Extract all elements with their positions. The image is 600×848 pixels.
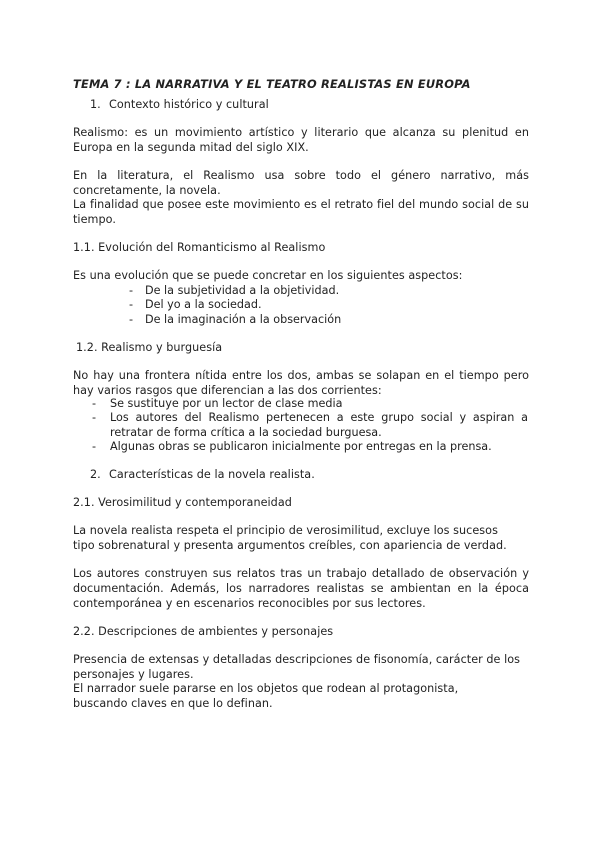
list-item: Los autores del Realismo pertenecen a este grupo social y aspiran a retratar de forma crítica a la sociedad burguesa.	[110, 411, 528, 439]
list-item: Se sustituye por un lector de clase media	[110, 397, 343, 410]
list-item: Algunas obras se publicaron inicialmente por entregas en la prensa.	[110, 440, 492, 453]
bullet-dash: -	[92, 440, 97, 453]
section-1-title: Contexto histórico y cultural	[109, 98, 269, 111]
paragraph-autores-construyen: Los autores construyen sus relatos tras un trabajo detallado de observación y documentación. Además, los narradores realistas se ambientan en la época contemporánea y en escenarios reconocibles por sus lectores.	[73, 567, 529, 610]
list-item: Del yo a la sociedad.	[145, 298, 262, 311]
paragraph-descripciones: Presencia de extensas y detalladas descripciones de fisonomía, carácter de los personajes y lugares.	[73, 653, 521, 681]
section-2-title: Características de la novela realista.	[109, 468, 315, 481]
section-1-number: 1.	[90, 98, 101, 111]
paragraph-verosimilitud: La novela realista respeta el principio de verosimilitud, excluye los sucesos tipo sobrenatural y presenta argumentos creíbles, con apariencia de verdad.	[73, 524, 507, 552]
list-item: De la imaginación a la observación	[145, 313, 342, 326]
subsection-2-2-heading: 2.2. Descripciones de ambientes y personajes	[73, 625, 334, 638]
subsection-1-2-intro: No hay una frontera nítida entre los dos, ambas se solapan en el tiempo pero hay varios rasgos que diferencian a las dos corrientes:	[73, 369, 529, 397]
paragraph-literatura: En la literatura, el Realismo usa sobre todo el género narrativo, más concretamente, la novela.	[73, 169, 529, 197]
paragraph-realismo-definition: Realismo: es un movimiento artístico y literario que alcanza su plenitud en Europa en la segunda mitad del siglo XIX.	[73, 126, 529, 154]
bullet-dash: -	[92, 397, 97, 410]
subsection-1-2-heading: 1.2. Realismo y burguesía	[76, 341, 223, 354]
section-2-number: 2.	[90, 468, 101, 481]
bullet-dash: -	[129, 313, 134, 326]
bullet-dash: -	[129, 284, 134, 297]
bullet-dash: -	[92, 411, 97, 424]
paragraph-narrador: El narrador suele pararse en los objetos que rodean al protagonista, buscando claves en que lo definan.	[73, 682, 459, 710]
subsection-1-1-heading: 1.1. Evolución del Romanticismo al Realismo	[73, 241, 326, 254]
document-title: TEMA 7 : LA NARRATIVA Y EL TEATRO REALISTAS EN EUROPA	[73, 77, 471, 91]
paragraph-finalidad: La finalidad que posee este movimiento es el retrato fiel del mundo social de su tiempo.	[73, 198, 529, 226]
subsection-1-1-intro: Es una evolución que se puede concretar en los siguientes aspectos:	[73, 269, 463, 282]
subsection-2-1-heading: 2.1. Verosimilitud y contemporaneidad	[73, 496, 292, 509]
bullet-dash: -	[129, 298, 134, 311]
list-item: De la subjetividad a la objetividad.	[145, 284, 340, 297]
